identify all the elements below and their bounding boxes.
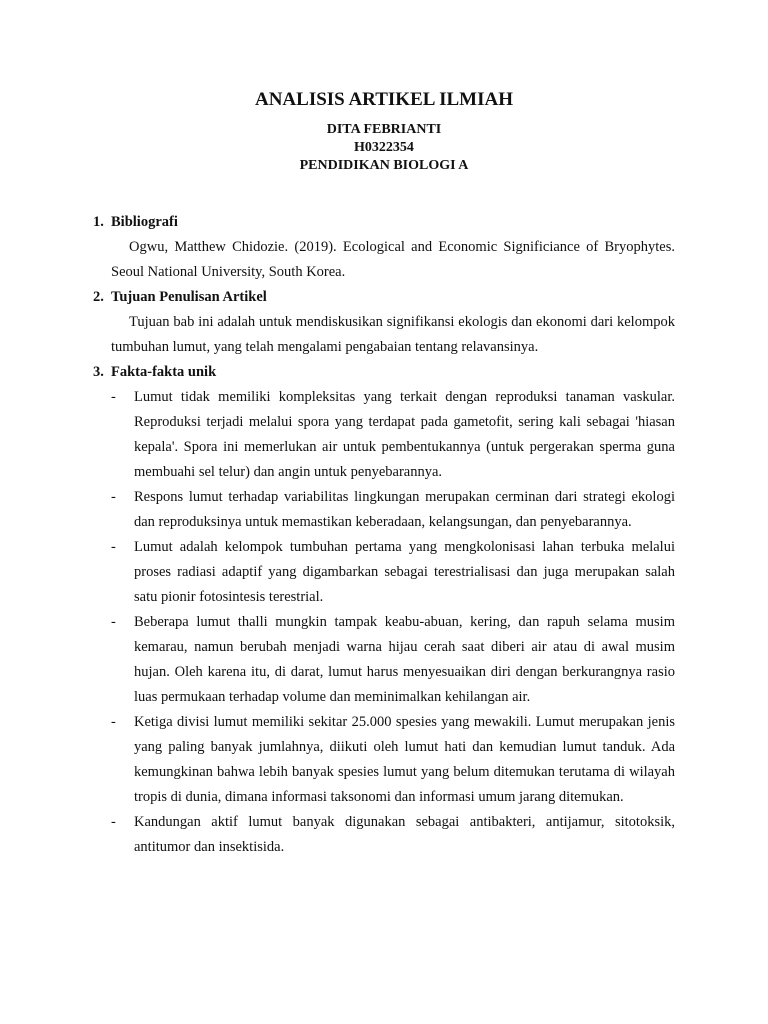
author-program: PENDIDIKAN BIOLOGI A: [299, 158, 469, 173]
list-item-text: Beberapa lumut thalli mungkin tampak keabu-abuan, kering, dan rapuh selama musim kemarau, namun berubah menjadi warna hijau cerah saat diberi air atau di awal musim hujan. Oleh karena itu, di darat, lumut harus menyesuaikan diri dengan berkurangnya rasio luas permukaan terhadap volume dan meminimalkan kehilangan air.: [134, 614, 675, 705]
list-item: [111, 710, 675, 810]
section-number: 3.: [93, 364, 104, 380]
bullet-dash: -: [111, 614, 116, 630]
section-heading-text: Bibliografi: [111, 214, 178, 230]
section-fakta: [93, 360, 675, 860]
section-heading: [93, 285, 675, 310]
section-heading: [93, 210, 675, 235]
fact-list: [93, 385, 675, 860]
section-heading-text: Tujuan Penulisan Artikel: [111, 289, 267, 305]
list-item: [111, 610, 675, 710]
list-item-text: Kandungan aktif lumut banyak digunakan sebagai antibakteri, antijamur, sitotoksik, antitumor dan insektisida.: [134, 814, 675, 855]
bullet-dash: -: [111, 539, 116, 555]
document-body: [93, 210, 675, 860]
section-heading-text: Fakta-fakta unik: [111, 364, 217, 380]
list-item-text: Ketiga divisi lumut memiliki sekitar 25.000 spesies yang mewakili. Lumut merupakan jenis yang paling banyak jumlahnya, diikuti oleh lumut hati dan kemudian lumut tanduk. Ada kemungkinan bahwa lebih banyak spesies lumut yang belum ditemukan terutama di wilayah tropis di dunia, dimana informasi taksonomi dan informasi umum jarang ditemukan.: [134, 714, 675, 805]
section-number: 2.: [93, 289, 104, 305]
author-name: DITA FEBRIANTI: [326, 122, 442, 137]
section-number: 1.: [93, 214, 104, 230]
bullet-dash: -: [111, 814, 116, 830]
document-title: ANALISIS ARTIKEL ILMIAH: [254, 89, 514, 110]
section-paragraph: Ogwu, Matthew Chidozie. (2019). Ecological and Economic Significiance of Bryophytes. Seoul National University, South Korea.: [111, 239, 675, 280]
section-paragraph: Tujuan bab ini adalah untuk mendiskusikan signifikansi ekologis dan ekonomi dari kelompok tumbuhan lumut, yang telah mengalami pengabaian tentang relavansinya.: [111, 314, 675, 355]
list-item-text: Respons lumut terhadap variabilitas lingkungan merupakan cerminan dari strategi ekologi dan reproduksinya untuk memastikan keberadaan, kelangsungan, dan penyebarannya.: [134, 489, 675, 530]
list-item: [111, 385, 675, 485]
bullet-dash: -: [111, 389, 116, 405]
list-item: [111, 485, 675, 535]
list-item: [111, 810, 675, 860]
bullet-dash: -: [111, 714, 116, 730]
list-item-text: Lumut adalah kelompok tumbuhan pertama yang mengkolonisasi lahan terbuka melalui proses radiasi adaptif yang digambarkan sebagai terestrialisasi dan juga merupakan salah satu pionir fotosintesis terestrial.: [134, 539, 675, 605]
section-bibliografi: [93, 210, 675, 285]
author-nim: H0322354: [354, 140, 414, 155]
section-heading: [93, 360, 675, 385]
list-item: [111, 535, 675, 610]
section-tujuan: [93, 285, 675, 360]
bullet-dash: -: [111, 489, 116, 505]
list-item-text: Lumut tidak memiliki kompleksitas yang terkait dengan reproduksi tanaman vaskular. Reproduksi terjadi melalui spora yang terdapat pada gametofit, sering kali sebagai 'hiasan kepala'. Spora ini memerlukan air untuk pembentukannya (untuk pergerakan sperma guna membuahi sel telur) dan angin untuk penyebarannya.: [134, 389, 675, 480]
